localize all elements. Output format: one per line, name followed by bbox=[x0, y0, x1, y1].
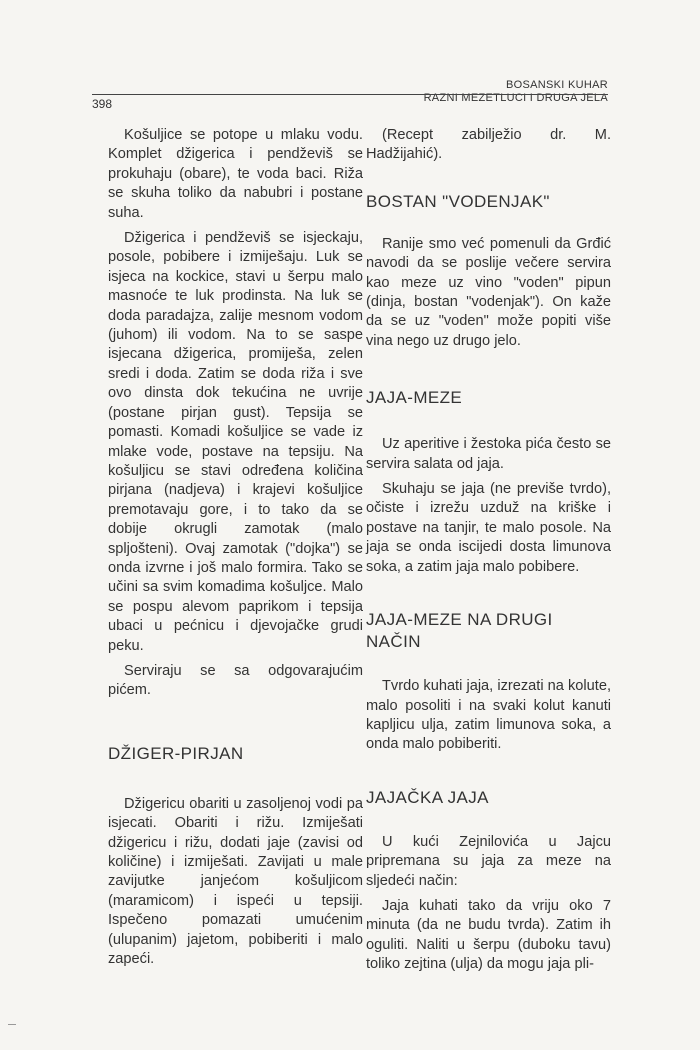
paragraph: (Recept zabilježio dr. M. Hadžijahić). bbox=[366, 127, 611, 163]
margin-mark bbox=[8, 1024, 16, 1025]
paragraph: Skuhaju se jaja (ne previše tvrdo), očiste i izrežu uzduž na kriške i postave na tanjir, te malo posole. Na jaja se onda iscijedi dosta limunova soka, a zatim jaja malo pobibere. bbox=[366, 481, 611, 575]
left-column bbox=[108, 126, 363, 975]
right-column bbox=[366, 126, 611, 981]
paragraph: U kući Zejnilovića u Jajcu pripremana su jaja za meze na sljedeći način: bbox=[366, 833, 611, 889]
paragraph: Tvrdo kuhati jaja, izrezati na kolute, malo posoliti i na svaki kolut kanuti kapljicu ulja, zatim limunova soka, a onda malo pobiberiti. bbox=[366, 678, 611, 753]
recipe-heading: BOSTAN "VODENJAK" bbox=[366, 191, 550, 211]
section-title: RAZNI MEZETLUCI I DRUGA JELA bbox=[423, 91, 608, 104]
running-header bbox=[424, 79, 608, 104]
paragraph: Uz aperitive i žestoka pića često se servira salata od jaja. bbox=[366, 436, 611, 472]
recipe-heading: JAJAČKA JAJA bbox=[366, 787, 489, 807]
recipe-heading: DŽIGER-PIRJAN bbox=[108, 743, 244, 763]
page-number: 398 bbox=[92, 97, 113, 111]
recipe-heading: JAJA-MEZE bbox=[366, 388, 463, 408]
header-rule bbox=[92, 94, 608, 95]
paragraph: Džigerica i pendževiš se isjeckaju, posole, pobibere i izmiješaju. Luk se isjeca na kockice, stavi u šerpu malo masnoće te luk prodinsta. Na luk se doda paradajza, zalije mesnom vodom (juhom) ili vodom. Na to se saspe isjecana džigerica, promiješa, zelen sredi i doda. Zatim se doda riža i sve ovo dinsta dok tekućina ne uvrije (postane pirjan gust). Tepsija se pomasti. Komadi košuljice se vade iz mlake vode, postave na tepsiju. Na košuljicu se stavi određena količina pirjana (nadjeva) i krajevi košuljice premotavaju gore, i to tako da se dobije okrugli zamotak (malo spljošteni). Ovaj zamotak ("dojka") se onda izvrne i još malo formira. Tako se učini sa svim komadima košuljce. Malo se pospu alevom paprikom i tepsija ubaci u pećnicu i djevojačke grudi peku. bbox=[108, 230, 363, 654]
book-title: BOSANSKI KUHAR bbox=[505, 79, 608, 91]
paragraph: Džigericu obariti u zasoljenoj vodi pa isjecati. Obariti i rižu. Izmiješati džigericu i rižu, dodati jaje (zavisi od količine) i izmiješati. Zavijati u male zavijutke janjećom košuljicom (maramicom) i ispeći u tepsiji. Ispečeno pomazati umućenim (ulupanim) jajetom, pobiberiti i malo zapeći. bbox=[108, 795, 363, 968]
paragraph: Jaja kuhati tako da vriju oko 7 minuta (da ne budu tvrda). Zatim ih oguliti. Naliti u šerpu (duboku tavu) toliko zejtina (ulja) da mogu jaja pli- bbox=[366, 897, 611, 973]
paragraph: Serviraju se sa odgovarajućim pićem. bbox=[108, 662, 363, 699]
recipe-heading: JAJA-MEZE NA DRUGI NAČIN bbox=[366, 610, 553, 652]
paragraph: Ranije smo već pomenuli da Grđić navodi da se poslije večere servira kao meze uz vino "voden" pipun (dinja, bostan "vodenjak"). On kaže da se uz "voden" može popiti više vina nego uz drugo jelo. bbox=[366, 235, 611, 349]
paragraph: Košuljice se potope u mlaku vodu. Komplet džigerica i pendževiš se prokuhaju (obare), te voda baci. Riža se skuha toliko da nabubri i postane suha. bbox=[108, 127, 363, 221]
